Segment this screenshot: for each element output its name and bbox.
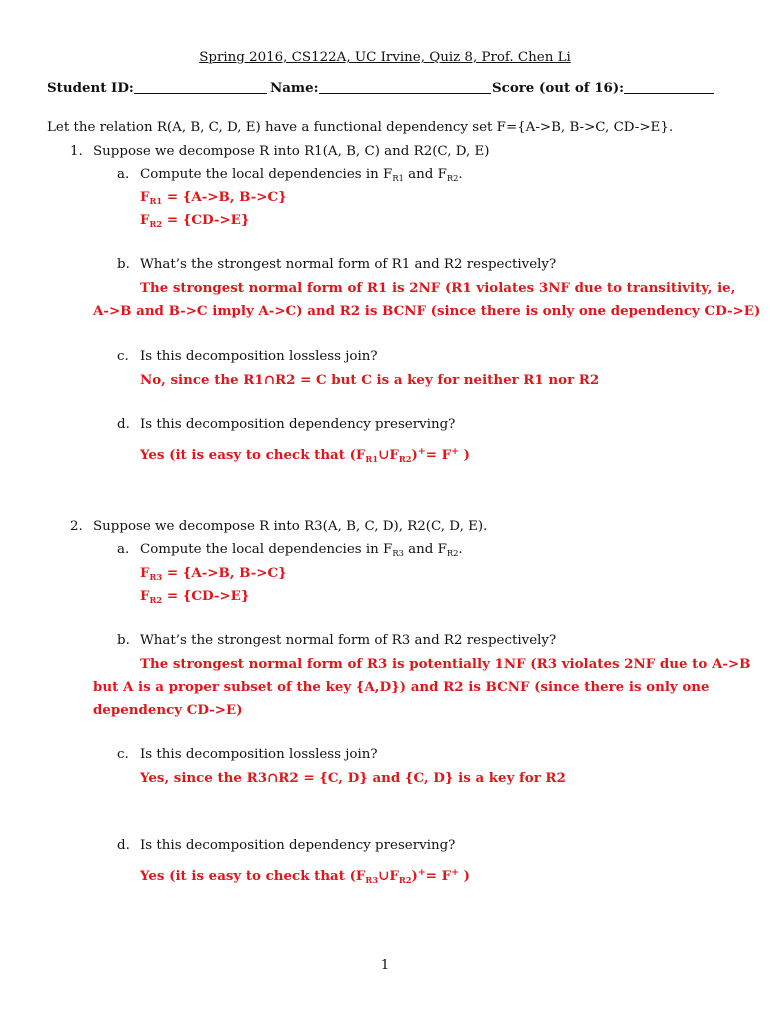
name-field: [270, 80, 491, 96]
page-number: 1: [380, 958, 390, 973]
q1-prompt: Suppose we decompose R into R1(A, B, C) and R2(C, D, E): [93, 144, 490, 159]
page-header: Spring 2016, CS122A, UC Irvine, Quiz 8, Prof. Chen Li: [199, 50, 571, 65]
q1a-answer-2: $F_{R2} = \{CD->E\}$: [140, 212, 250, 229]
q1a-label: a.: [117, 167, 130, 182]
q2a-answer-2: $F_{R2} = \{CD->E\}$: [140, 588, 250, 605]
score-blank: [624, 81, 714, 94]
q1c-answer: No, since the R1∩R2 = C but C is a key for neither R1 nor R2: [140, 372, 600, 388]
q2b-answer-3: dependency CD->E): [93, 702, 243, 718]
student-id-blank: [134, 81, 267, 94]
q2a-prompt: Compute the local dependencies in $F_{R3}$ and $F_{R2}$.: [140, 542, 463, 558]
name-blank: [319, 81, 491, 94]
q1c-label: c.: [117, 349, 129, 364]
student-id-field: [47, 80, 267, 96]
q1b-label: b.: [117, 257, 130, 272]
q2c-prompt: Is this decomposition lossless join?: [140, 747, 378, 762]
q2-number: 2.: [70, 519, 83, 534]
q2a-label: a.: [117, 542, 130, 557]
q1d-label: d.: [117, 417, 130, 432]
q1b-answer-2: A->B and B->C imply A->C) and R2 is BCNF (since there is only one dependency CD->E): [93, 303, 761, 319]
q1d-answer: Yes (it is easy to check that $(F_{R1}\cup F_{R2})^+= F^+$ ): [140, 445, 470, 464]
q1b-prompt: What’s the strongest normal form of R1 and R2 respectively?: [140, 257, 557, 272]
name-label: Name:: [270, 80, 319, 96]
q2b-label: b.: [117, 633, 130, 648]
q2c-answer: Yes, since the R3∩R2 = {C, D} and {C, D} is a key for R2: [140, 770, 566, 786]
q2b-prompt: What’s the strongest normal form of R3 and R2 respectively?: [140, 633, 557, 648]
q1c-prompt: Is this decomposition lossless join?: [140, 349, 378, 364]
intro-text: Let the relation R(A, B, C, D, E) have a functional dependency set F={A->B, B->C, CD->E}.: [47, 120, 674, 135]
q1-number: 1.: [70, 144, 83, 159]
q1a-prompt: Compute the local dependencies in $F_{R1}$ and $F_{R2}$.: [140, 167, 463, 183]
score-label: Score (out of 16):: [492, 80, 625, 96]
q1d-prompt: Is this decomposition dependency preserving?: [140, 417, 456, 432]
q1a-answer-1: $F_{R1} = \{A->B$, B->C}: [140, 189, 287, 206]
q2b-answer-2: but A is a proper subset of the key {A,D}) and R2 is BCNF (since there is only one: [93, 679, 710, 695]
q2b-answer-1: The strongest normal form of R3 is potentially 1NF (R3 violates 2NF due to A->B: [140, 656, 751, 672]
q2d-prompt: Is this decomposition dependency preserving?: [140, 838, 456, 853]
q2c-label: c.: [117, 747, 129, 762]
score-field: [492, 80, 714, 96]
q2-prompt: Suppose we decompose R into R3(A, B, C, D), R2(C, D, E).: [93, 519, 488, 534]
q2d-label: d.: [117, 838, 130, 853]
q2a-answer-1: $F_{R3} = \{A->B$, B->C}: [140, 565, 287, 582]
student-id-label: Student ID:: [47, 80, 134, 96]
q1b-answer-1: The strongest normal form of R1 is 2NF (R1 violates 3NF due to transitivity, ie,: [140, 280, 736, 296]
q2d-answer: Yes (it is easy to check that $(F_{R3}\cup F_{R2})^+= F^+$ ): [140, 866, 470, 885]
